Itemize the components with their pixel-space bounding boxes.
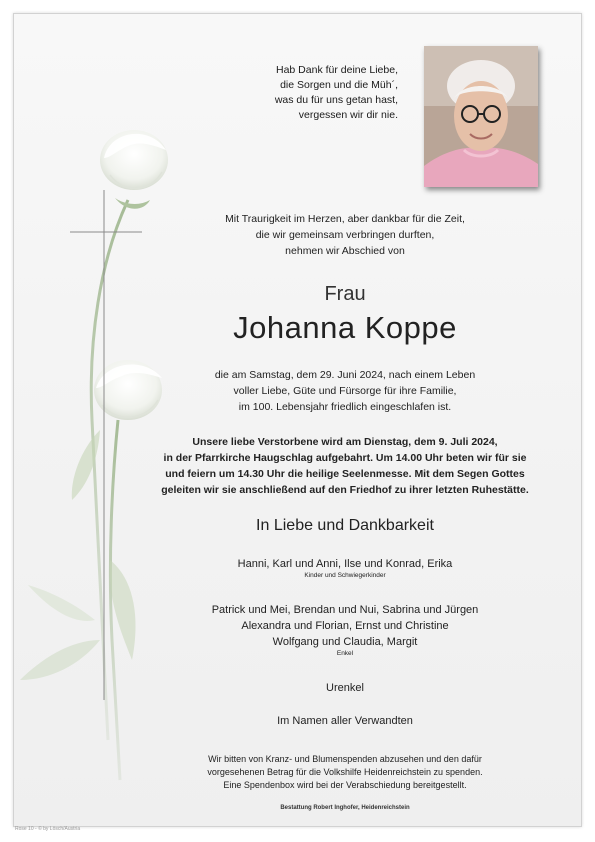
poem-line: vergessen wir dir nie. (298, 109, 398, 121)
intro-line: nehmen wir Abschied von (285, 245, 405, 257)
poem-line: was du für uns getan hast, (274, 94, 398, 106)
funeral-line: und feiern um 14.30 Uhr die heilige Seelenmesse. Mit dem Segen Gottes (165, 468, 525, 480)
request-line: Wir bitten von Kranz- und Blumenspenden abzusehen und den dafür (208, 754, 482, 764)
undertaker: Bestattung Robert Inghofer, Heidenreichstein (280, 805, 410, 811)
salutation: Frau (324, 283, 366, 305)
funeral-line: in der Pfarrkirche Haugschlag aufgebahrt. Um 14.00 Uhr beten wir für sie (163, 452, 527, 464)
intro-line: die wir gemeinsam verbringen durften, (255, 229, 435, 241)
funeral-line: geleiten wir sie anschließend auf den Friedhof zu ihrer letzten Ruhestätte. (161, 484, 529, 496)
death-line: voller Liebe, Güte und Fürsorge für ihre Familie, (233, 385, 457, 397)
death-line: die am Samstag, dem 29. Juni 2024, nach einem Leben (214, 369, 476, 381)
family-names: Hanni, Karl und Anni, Ilse und Konrad, Erika (237, 558, 453, 570)
death-line: im 100. Lebensjahr friedlich eingeschlafen ist. (238, 401, 452, 413)
portrait-photo (424, 46, 538, 187)
funeral-notice (140, 434, 550, 498)
relation-label: Enkel (336, 650, 354, 657)
family-names: Wolfgang und Claudia, Margit (272, 636, 418, 648)
image-credit: Rose 10 - © by Lösch/Austria (15, 826, 81, 832)
request-line: Eine Spendenbox wird bei der Verabschiedung bereitgestellt. (223, 780, 467, 790)
family-names: Alexandra und Florian, Ernst und Christine (241, 620, 449, 632)
deceased-name: Johanna Koppe (233, 310, 457, 345)
poem (228, 63, 398, 123)
intro-line: Mit Traurigkeit im Herzen, aber dankbar für die Zeit, (225, 213, 465, 225)
poem-line: die Sorgen und die Müh´, (280, 79, 398, 91)
great-grandchildren: Urenkel (326, 682, 364, 694)
death-notice (160, 367, 530, 415)
intro-text (160, 211, 530, 259)
family-names: Patrick und Mei, Brendan und Nui, Sabrina und Jürgen (211, 604, 479, 616)
poem-line: Hab Dank für deine Liebe, (276, 64, 398, 76)
donation-request (160, 753, 530, 792)
relation-label: Kinder und Schwiegerkinder (304, 572, 386, 579)
closing-phrase: In Liebe und Dankbarkeit (256, 517, 434, 534)
family-children (160, 556, 530, 580)
funeral-line: Unsere liebe Verstorbene wird am Dienstag, dem 9. Juli 2024, (192, 436, 498, 448)
relatives-line: Im Namen aller Verwandten (277, 715, 413, 727)
request-line: vorgesehenen Betrag für die Volkshilfe Heidenreichstein zu spenden. (207, 767, 483, 777)
family-grandchildren (160, 602, 530, 658)
